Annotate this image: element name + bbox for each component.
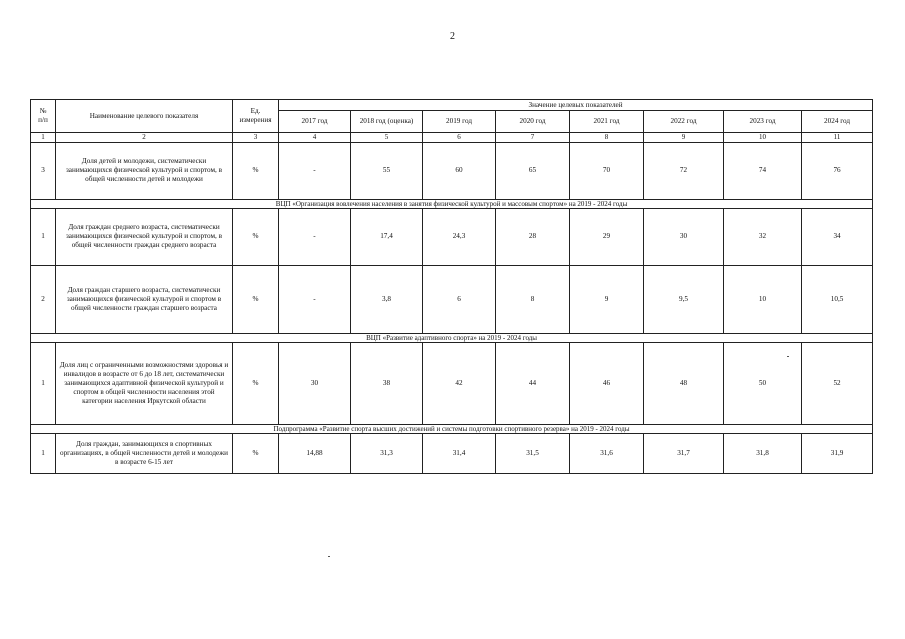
page-number: 2: [450, 31, 455, 42]
value-cell: 31,5: [496, 433, 570, 473]
column-index-cell: 8: [570, 133, 644, 143]
header-unit: Ед. измерения: [233, 100, 279, 133]
section-row: [31, 424, 873, 433]
value-cell: 65: [496, 142, 570, 199]
value-cell: 8: [496, 265, 570, 333]
section-row: [31, 199, 873, 208]
value-cell: 70: [570, 142, 644, 199]
column-index-cell: 9: [644, 133, 724, 143]
row-number: 3: [31, 142, 56, 199]
unit-cell: %: [233, 433, 279, 473]
value-cell: 17,4: [351, 208, 423, 265]
value-cell: 31,8: [724, 433, 802, 473]
value-cell: 9: [570, 265, 644, 333]
value-cell: 55: [351, 142, 423, 199]
value-cell: 9,5: [644, 265, 724, 333]
value-cell: 29: [570, 208, 644, 265]
column-index-cell: 4: [279, 133, 351, 143]
header-year: 2018 год (оценка): [351, 111, 423, 133]
value-cell: 52: [802, 342, 873, 424]
value-cell: 34: [802, 208, 873, 265]
value-cell: 10: [724, 265, 802, 333]
section-title: ВЦП «Организация вовлечения населения в занятия физической культурой и массовым спортом» на 2019 - 2024 годы: [31, 199, 873, 208]
value-cell: 6: [423, 265, 496, 333]
header-year: 2022 год: [644, 111, 724, 133]
row-number: 2: [31, 265, 56, 333]
column-index-cell: 11: [802, 133, 873, 143]
indicator-name: Доля граждан старшего возраста, систематически занимающихся физической культурой и спортом в общей численности граждан старшего возраста: [56, 265, 233, 333]
value-cell: 3,8: [351, 265, 423, 333]
column-index-cell: 2: [56, 133, 233, 143]
header-year: 2017 год: [279, 111, 351, 133]
column-index-cell: 10: [724, 133, 802, 143]
value-cell: 31,7: [644, 433, 724, 473]
value-cell: 48: [644, 342, 724, 424]
header-num: № п/п: [31, 100, 56, 133]
value-cell: 72: [644, 142, 724, 199]
value-cell: 38: [351, 342, 423, 424]
section-row: [31, 333, 873, 342]
header-year: 2020 год: [496, 111, 570, 133]
unit-cell: %: [233, 265, 279, 333]
header-year: 2024 год: [802, 111, 873, 133]
indicator-name: Доля граждан среднего возраста, систематически занимающихся физической культурой и спортом, в общей численности граждан среднего возраста: [56, 208, 233, 265]
table-row: [31, 342, 873, 424]
unit-cell: %: [233, 142, 279, 199]
row-number: 1: [31, 208, 56, 265]
value-cell: 24,3: [423, 208, 496, 265]
column-index-cell: 3: [233, 133, 279, 143]
value-cell: 31,3: [351, 433, 423, 473]
value-cell: 60: [423, 142, 496, 199]
indicator-name: Доля детей и молодежи, систематически занимающихся физической культурой и спортом, в общей численности детей и молодежи: [56, 142, 233, 199]
target-indicators-table: [30, 99, 873, 474]
value-cell: 30: [279, 342, 351, 424]
row-number: 1: [31, 433, 56, 473]
header-year: 2023 год: [724, 111, 802, 133]
column-index-cell: 6: [423, 133, 496, 143]
value-cell: -: [279, 265, 351, 333]
value-cell: -: [279, 142, 351, 199]
scan-speck: [787, 356, 789, 357]
unit-cell: %: [233, 208, 279, 265]
value-cell: 50: [724, 342, 802, 424]
value-cell: 32: [724, 208, 802, 265]
value-cell: 46: [570, 342, 644, 424]
header-values-title: Значение целевых показателей: [279, 100, 873, 111]
value-cell: 10,5: [802, 265, 873, 333]
column-index-cell: 5: [351, 133, 423, 143]
scan-speck: [328, 556, 330, 557]
header-name: Наименование целевого показателя: [56, 100, 233, 133]
indicator-name: Доля граждан, занимающихся в спортивных организациях, в общей численности детей и молодежи в возрасте 6-15 лет: [56, 433, 233, 473]
section-title: ВЦП «Развитие адаптивного спорта» на 2019 - 2024 годы: [31, 333, 873, 342]
value-cell: 44: [496, 342, 570, 424]
table-row: [31, 142, 873, 199]
column-index-cell: 7: [496, 133, 570, 143]
section-title: Подпрограмма «Развитие спорта высших достижений и системы подготовки спортивного резерва» на 2019 - 2024 годы: [31, 424, 873, 433]
header-year: 2021 год: [570, 111, 644, 133]
table-row: [31, 208, 873, 265]
row-number: 1: [31, 342, 56, 424]
value-cell: 42: [423, 342, 496, 424]
value-cell: 28: [496, 208, 570, 265]
value-cell: 30: [644, 208, 724, 265]
indicator-name: Доля лиц с ограниченными возможностями здоровья и инвалидов в возрасте от 6 до 18 лет, систематически занимающихся адаптивной физической культурой и спортом в общей численности населения этой категории населения Иркутской области: [56, 342, 233, 424]
value-cell: 76: [802, 142, 873, 199]
value-cell: 74: [724, 142, 802, 199]
value-cell: 31,4: [423, 433, 496, 473]
value-cell: 14,88: [279, 433, 351, 473]
table-row: [31, 265, 873, 333]
value-cell: -: [279, 208, 351, 265]
column-index-cell: 1: [31, 133, 56, 143]
value-cell: 31,6: [570, 433, 644, 473]
value-cell: 31,9: [802, 433, 873, 473]
unit-cell: %: [233, 342, 279, 424]
table-row: [31, 433, 873, 473]
header-year: 2019 год: [423, 111, 496, 133]
